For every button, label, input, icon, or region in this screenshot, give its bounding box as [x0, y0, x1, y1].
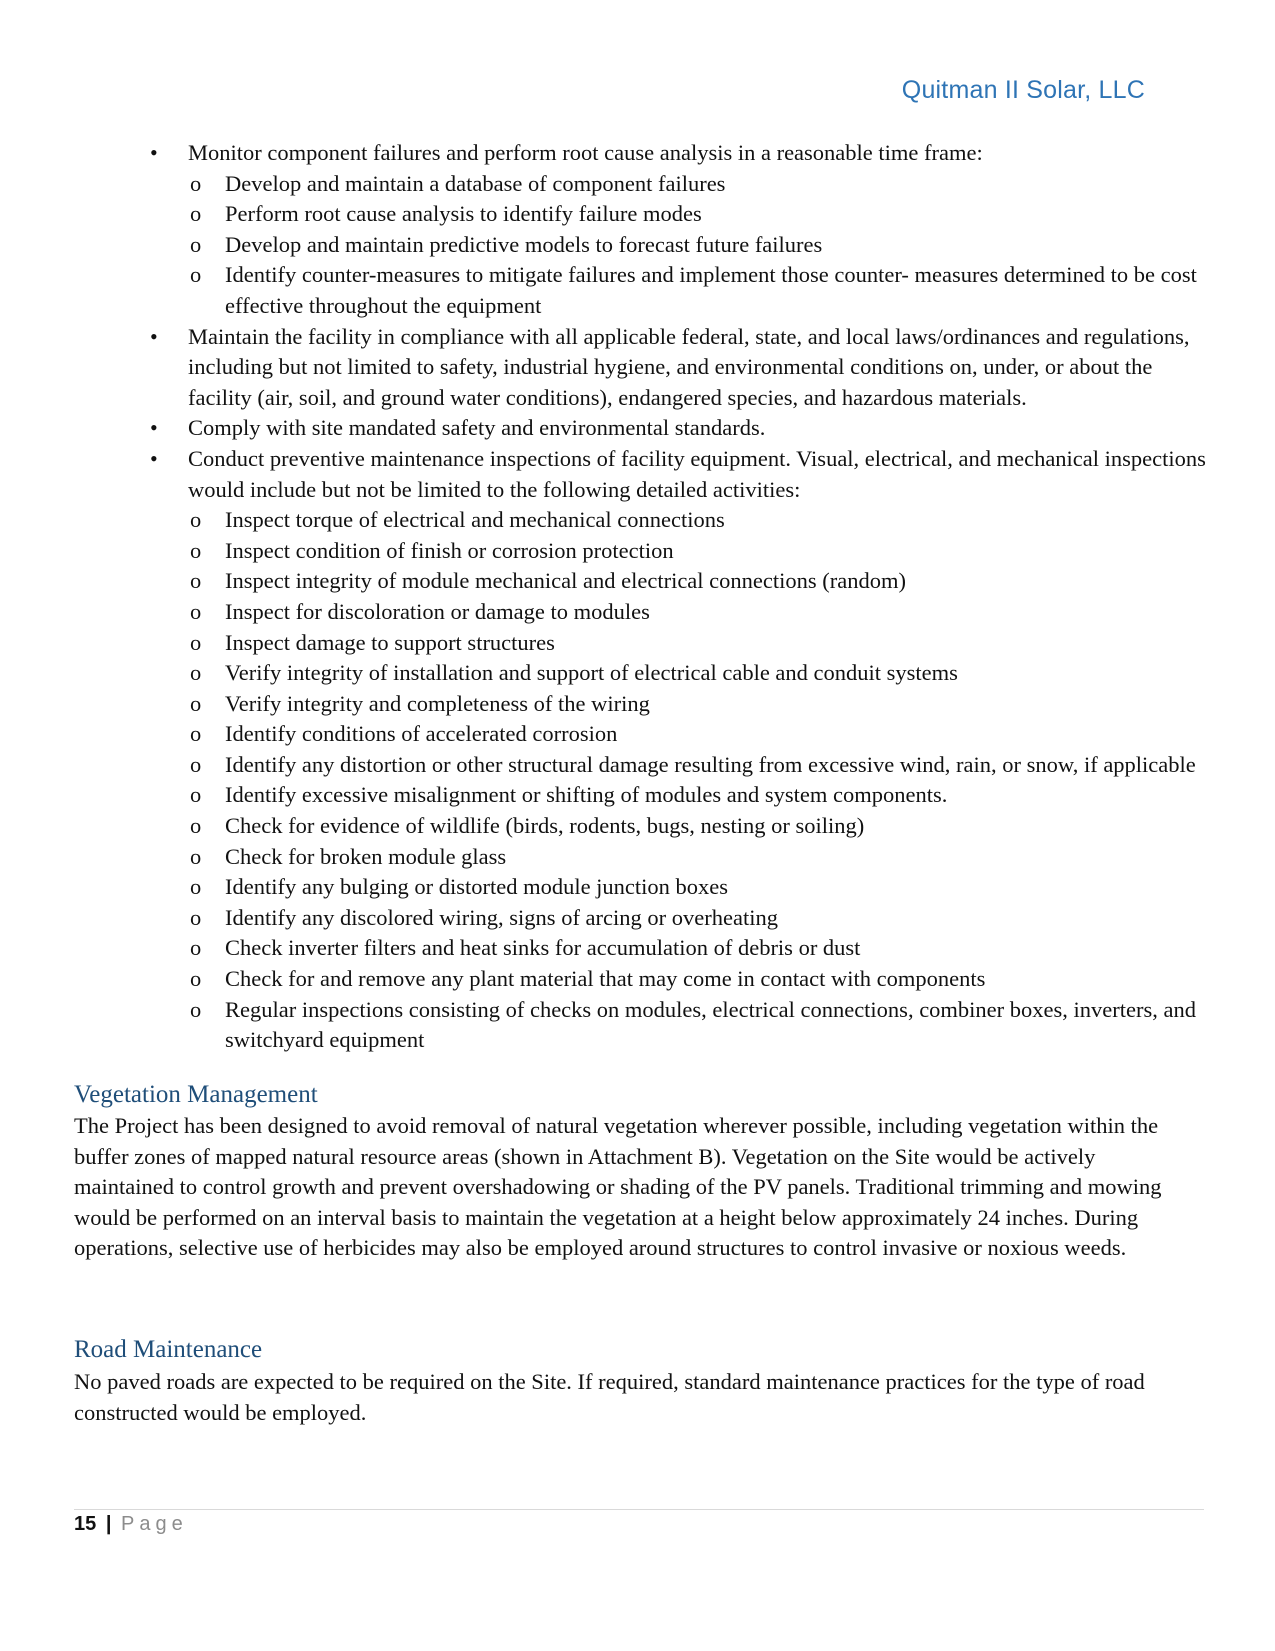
sub-list-item	[188, 658, 1206, 689]
sub-list-item-text: Develop and maintain predictive models to forecast future failures	[225, 231, 823, 257]
list-item-text: Monitor component failures and perform root cause analysis in a reasonable time frame:	[188, 140, 983, 165]
sub-list-item	[188, 872, 1206, 903]
bullet-marker: •	[150, 140, 158, 165]
road-paragraph: No paved roads are expected to be required on the Site. If required, standard maintenance practices for the type of road constructed would be employed.	[74, 1369, 1145, 1425]
sub-list-item	[188, 811, 1206, 842]
sub-list-item-text: Inspect for discoloration or damage to modules	[225, 598, 650, 624]
sub-list-item	[188, 628, 1206, 659]
sub-list-item-text: Inspect integrity of module mechanical and electrical connections (random)	[225, 568, 906, 594]
sub-bullet-marker: o	[190, 874, 202, 900]
sub-list-item	[188, 933, 1206, 964]
sub-list-item	[188, 964, 1206, 995]
sub-list-item-text: Check for evidence of wildlife (birds, rodents, bugs, nesting or soiling)	[225, 813, 865, 839]
sub-list-item-text: Regular inspections consisting of checks on modules, electrical connections, combiner boxes, inverters, and switchyard equipment	[225, 996, 1196, 1053]
list-item	[146, 444, 1206, 1056]
sub-bullet-marker: o	[190, 231, 202, 257]
sub-list-item-text: Verify integrity of installation and support of electrical cable and conduit systems	[225, 660, 958, 686]
sub-list	[188, 169, 1206, 322]
sub-list-item-text: Develop and maintain a database of component failures	[225, 170, 726, 196]
footer-separator: |	[105, 1513, 112, 1535]
sub-bullet-marker: o	[190, 843, 202, 869]
maintenance-activities-list	[146, 138, 1206, 1056]
sub-bullet-marker: o	[190, 660, 202, 686]
sub-list	[188, 505, 1206, 1056]
sub-bullet-marker: o	[190, 537, 202, 563]
sub-bullet-marker: o	[190, 751, 202, 777]
sub-bullet-marker: o	[190, 813, 202, 839]
sub-list-item	[188, 719, 1206, 750]
sub-list-item-text: Identify excessive misalignment or shifting of modules and system components.	[225, 782, 948, 808]
sub-list-item	[188, 199, 1206, 230]
sub-list-item	[188, 260, 1206, 321]
sub-list-item-text: Perform root cause analysis to identify failure modes	[225, 201, 702, 227]
sub-bullet-marker: o	[190, 996, 202, 1022]
sub-list-item-text: Check inverter filters and heat sinks for accumulation of debris or dust	[225, 935, 861, 961]
list-item-text: Maintain the facility in compliance with all applicable federal, state, and local laws/ordinances and regulations, including but not limited to safety, industrial hygiene, and environmental conditions on, under, or about the facility (air, soil, and ground water conditions), endangered species, and hazardous materials.	[188, 323, 1190, 410]
bullet-marker: •	[150, 323, 158, 349]
sub-bullet-marker: o	[190, 935, 202, 961]
page-number: 15	[74, 1513, 97, 1535]
sub-list-item	[188, 597, 1206, 628]
sub-bullet-marker: o	[190, 170, 202, 196]
list-item	[146, 322, 1206, 414]
list-item	[146, 413, 1206, 444]
sub-list-item-text: Verify integrity and completeness of the wiring	[225, 690, 650, 716]
page-footer	[74, 1513, 188, 1536]
sub-list-item	[188, 536, 1206, 567]
page-label: Page	[120, 1513, 188, 1535]
sub-list-item	[188, 903, 1206, 934]
sub-list-item-text: Identify conditions of accelerated corrosion	[225, 721, 618, 747]
sub-list-item-text: Identify any distortion or other structural damage resulting from excessive wind, rain, or snow, if applicable	[225, 751, 1196, 777]
sub-list-item-text: Inspect torque of electrical and mechanical connections	[225, 507, 725, 533]
sub-list-item	[188, 566, 1206, 597]
vegetation-paragraph: The Project has been designed to avoid removal of natural vegetation wherever possible, including vegetation within the buffer zones of mapped natural resource areas (shown in Attachment B). Vegetation on the Site would be actively maintained to control growth and prevent overshadowing or shading of the PV panels. Traditional trimming and mowing would be performed on an interval basis to maintain the vegetation at a height below approximately 24 inches. During operations, selective use of herbicides may also be employed around structures to control invasive or noxious weeds.	[74, 1113, 1162, 1261]
list-item-text: Conduct preventive maintenance inspections of facility equipment. Visual, electrical, and mechanical inspections would include but not be limited to the following detailed activities:	[188, 445, 1206, 502]
sub-list-item-text: Check for and remove any plant material that may come in contact with components	[225, 966, 986, 992]
footer-divider	[74, 1509, 1204, 1510]
sub-bullet-marker: o	[190, 782, 202, 808]
bullet-marker: •	[150, 445, 158, 471]
sub-list-item-text: Inspect damage to support structures	[225, 629, 555, 655]
sub-list-item	[188, 169, 1206, 200]
road-heading: Road Maintenance	[74, 1336, 263, 1363]
sub-list-item	[188, 995, 1206, 1056]
sub-bullet-marker: o	[190, 966, 202, 992]
sub-bullet-marker: o	[190, 201, 202, 227]
vegetation-heading: Vegetation Management	[74, 1081, 318, 1108]
list-item-text: Comply with site mandated safety and environmental standards.	[188, 415, 766, 441]
sub-bullet-marker: o	[190, 262, 202, 288]
sub-bullet-marker: o	[190, 507, 202, 533]
sub-bullet-marker: o	[190, 568, 202, 594]
sub-bullet-marker: o	[190, 690, 202, 716]
sub-list-item	[188, 230, 1206, 261]
sub-list-item-text: Identify counter-measures to mitigate failures and implement those counter- measures determined to be cost effective throughout the equipment	[225, 262, 1197, 318]
company-header: Quitman II Solar, LLC	[901, 76, 1145, 104]
list-item	[146, 138, 1206, 322]
sub-list-item	[188, 689, 1206, 720]
sub-bullet-marker: o	[190, 721, 202, 747]
sub-bullet-marker: o	[190, 629, 202, 655]
bullet-marker: •	[150, 415, 158, 441]
sub-list-item-text: Identify any bulging or distorted module junction boxes	[225, 874, 729, 900]
sub-list-item-text: Inspect condition of finish or corrosion protection	[225, 537, 674, 563]
sub-list-item-text: Check for broken module glass	[225, 843, 507, 869]
sub-list-item-text: Identify any discolored wiring, signs of arcing or overheating	[225, 904, 778, 930]
sub-bullet-marker: o	[190, 598, 202, 624]
sub-bullet-marker: o	[190, 904, 202, 930]
sub-list-item	[188, 505, 1206, 536]
sub-list-item	[188, 780, 1206, 811]
sub-list-item	[188, 750, 1206, 781]
sub-list-item	[188, 842, 1206, 873]
